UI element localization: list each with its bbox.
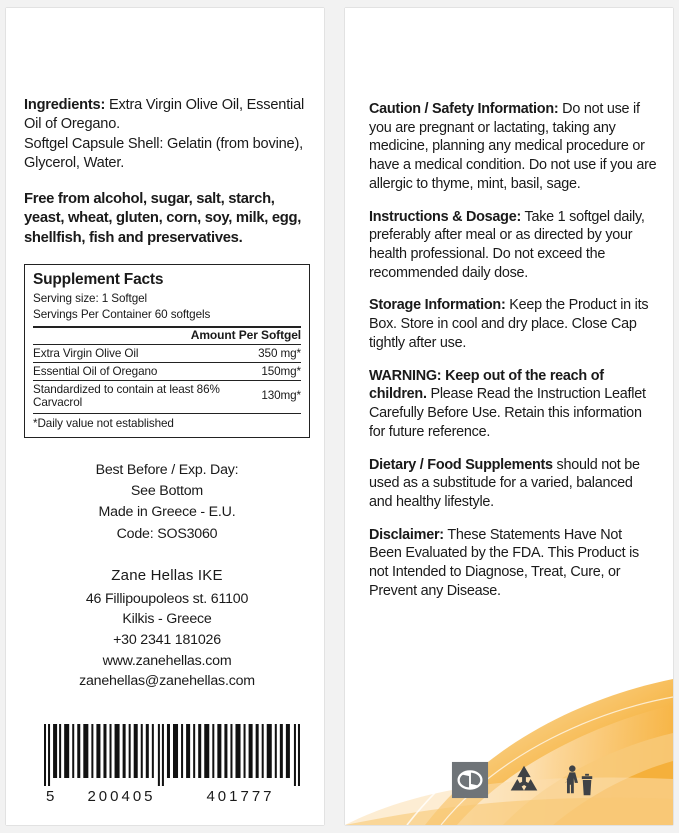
instructions-body: Take 1 softgel daily, preferably after meal or as directed by your health professional. Do not exceed the recommended daily dose. — [369, 208, 645, 281]
nutrient-name: Extra Virgin Olive Oil — [33, 344, 258, 362]
supplement-facts-table — [33, 344, 301, 411]
company-name: Zane Hellas IKE — [111, 567, 223, 585]
instructions-heading: Instructions & Dosage: — [369, 208, 522, 225]
nutrient-amount: 130mg* — [258, 380, 301, 411]
supplement-facts-box — [24, 264, 310, 438]
dietary-body: should not be used as a substitude for a varied, balanced and healthy lifestyle. — [369, 456, 640, 510]
ingredients-label: Ingredients: — [24, 97, 106, 113]
made-in-text: Made in Greece - E.U. — [98, 504, 236, 521]
servings-per-container: Servings Per Container 60 softgels — [33, 308, 211, 322]
capsule-shell-text: Softgel Capsule Shell: Gelatin (from bovine), Glycerol, Water. — [24, 136, 303, 172]
product-code: Code: SOS3060 — [116, 525, 218, 542]
decorative-swirl-graphic — [345, 675, 673, 825]
storage-body: Keep the Product in its Box. Store in cool and dry place. Close Cap tightly after use. — [369, 297, 649, 351]
company-email[interactable]: zanehellas@zanehellas.com — [79, 673, 255, 690]
dietary-heading: Dietary / Food Supplements — [369, 456, 553, 473]
table-row — [33, 344, 301, 362]
nutrient-amount: 350 mg* — [258, 344, 301, 362]
serving-size: Serving size: 1 Softgel — [33, 292, 147, 306]
section-warning — [369, 367, 657, 442]
table-row — [33, 380, 301, 411]
caution-body: Do not use if you are pregnant or lactating, taking any medicine, planning any medical procedure or have a medical condition. Do not use if you are allergic to thyme, mint, basil, sage. — [369, 101, 657, 192]
barcode-first-digit: 5 — [46, 788, 57, 805]
barcode-digits — [44, 788, 302, 805]
barcode-group-1: 200405 — [87, 788, 156, 805]
daily-value-footnote: *Daily value not established — [33, 413, 301, 430]
company-address: 46 Fillipoupoleos st. 61100 — [85, 590, 249, 607]
warning-body: Please Read the Instruction Leaflet Carefully Before Use. Retain this information for future reference. — [369, 386, 646, 440]
section-dietary — [369, 456, 657, 512]
ingredients-paragraph — [24, 96, 310, 133]
recycle-loop-icon — [505, 761, 543, 799]
section-disclaimer — [369, 526, 657, 601]
right-panel-content — [369, 100, 657, 615]
table-row — [33, 362, 301, 380]
free-from-text: Free from alcohol, sugar, salt, starch, yeast, wheat, gluten, corn, soy, milk, egg, shellfish, fish and preservatives. — [24, 190, 302, 246]
barcode-block — [44, 724, 302, 805]
right-panel — [345, 8, 673, 825]
barcode-image — [44, 724, 302, 786]
company-city: Kilkis - Greece — [122, 611, 212, 628]
disclaimer-body: These Statements Have Not Been Evaluated by the FDA. This Product is not Intended to Diagnose, Treat, Cure, or Prevent any Disease. — [369, 526, 639, 599]
nutrient-name: Essential Oil of Oregano — [33, 362, 258, 380]
best-before-block — [24, 460, 310, 545]
disclaimer-heading: Disclaimer: — [369, 526, 444, 543]
section-storage — [369, 296, 657, 352]
supplement-facts-title: Supplement Facts — [33, 271, 164, 289]
green-dot-recycling-icon — [451, 761, 489, 799]
left-panel — [6, 8, 324, 825]
caution-heading: Caution / Safety Information: — [369, 101, 559, 117]
tidyman-bin-icon — [559, 761, 597, 799]
compliance-icons — [451, 761, 597, 799]
nutrient-name: Standardized to contain at least 86% Carvacrol — [33, 380, 258, 411]
best-before-label: Best Before / Exp. Day: — [95, 461, 239, 478]
ingredients-text: Extra Virgin Olive Oil, Essential Oil of Oregano. — [24, 97, 305, 132]
amount-per-softgel-header: Amount Per Softgel — [190, 327, 301, 342]
section-caution — [369, 100, 657, 194]
best-before-value: See Bottom — [130, 483, 204, 500]
company-block — [24, 565, 310, 692]
nutrient-amount: 150mg* — [258, 362, 301, 380]
company-website[interactable]: www.zanehellas.com — [102, 652, 232, 669]
section-instructions — [369, 208, 657, 283]
barcode-group-2: 401777 — [206, 788, 275, 805]
storage-heading: Storage Information: — [369, 297, 506, 314]
warning-heading: WARNING: Keep out of the reach of children. — [369, 367, 604, 403]
company-phone: +30 2341 181026 — [113, 632, 221, 648]
left-panel-content — [24, 96, 310, 692]
